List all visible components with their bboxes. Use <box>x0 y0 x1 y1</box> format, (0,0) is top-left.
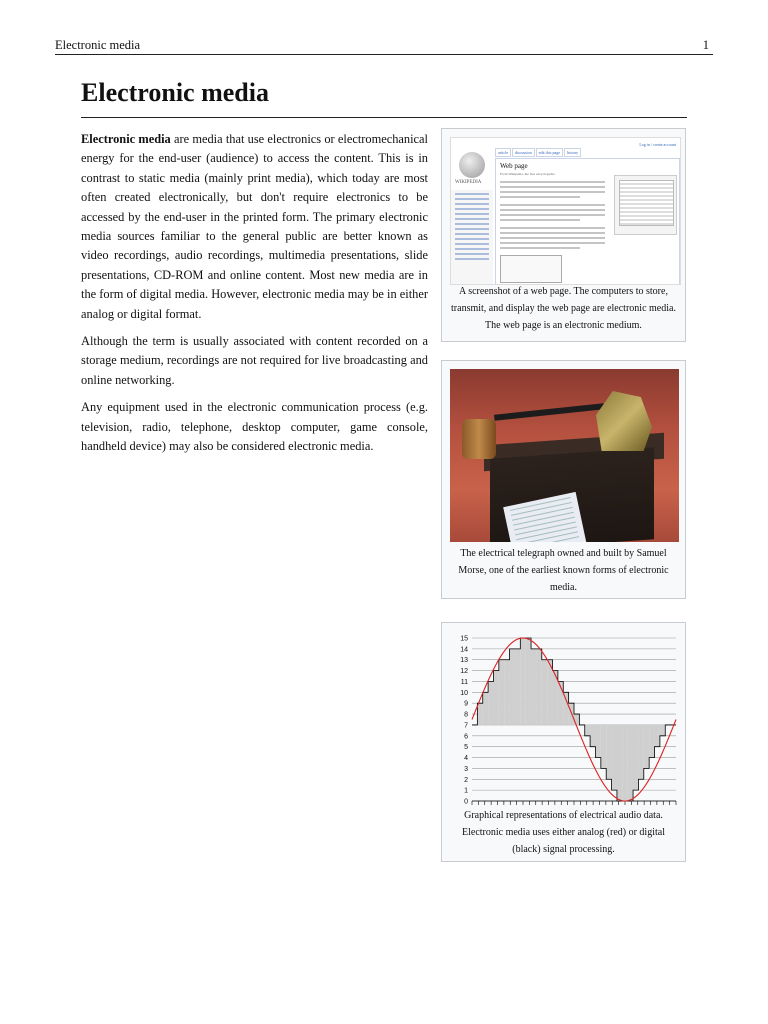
digital-sample-fill <box>606 725 611 779</box>
wiki-sidebar <box>451 190 493 284</box>
digital-sample-fill <box>633 725 638 790</box>
tab-history: history <box>564 148 581 157</box>
digital-sample-fill <box>585 725 590 736</box>
figure-caption: Graphical representations of electrical audio data. Electronic media uses either analog (red) or digital (black) signal processing. <box>462 810 665 855</box>
paragraph-3: Any equipment used in the electronic communication process (e.g. television, radio, telephone, desktop computer, game console, handheld device) may also be considered electronic media. <box>81 400 428 454</box>
y-tick-label: 10 <box>460 689 468 697</box>
brass-mechanism <box>596 391 652 451</box>
y-tick-label: 14 <box>460 646 468 654</box>
wiki-content <box>495 158 680 285</box>
y-tick-label: 8 <box>464 711 468 719</box>
y-tick-label: 13 <box>460 657 468 665</box>
intro-text: are media that use electronics or electromechanical energy for the end-user (audience) to access the content. This is in contrast to static media (mainly print media), which today are most often created electronically, but don't require electronics to be accessed by the end-user in the printed form. The primary electronic media sources familiar to the general public are better known as video recordings, audio recordings, multimedia presentations, slide presentations, CD-ROM and online content. Most new media are in the form of digital media. However, electronic media may be in either analog or digital format. <box>81 132 428 321</box>
digital-sample-fill <box>499 660 504 725</box>
y-tick-label: 5 <box>464 744 468 752</box>
y-tick-label: 2 <box>464 776 468 784</box>
page-number: 1 <box>702 38 709 52</box>
y-tick-label: 15 <box>460 635 468 643</box>
digital-sample-fill <box>595 725 600 758</box>
digital-sample-fill <box>493 671 498 725</box>
figure-caption: A screenshot of a web page. The computers to store, transmit, and display the web page are electronic media. The web page is an electronic medium. <box>451 286 676 331</box>
article-title: Web page <box>500 162 528 170</box>
digital-sample-fill <box>515 649 520 725</box>
paragraph-2: Although the term is usually associated with content recorded on a storage medium, recordings are not required for live broadcasting and online networking. <box>81 334 428 387</box>
digital-sample-fill <box>483 692 488 725</box>
table-of-contents <box>500 255 562 283</box>
signal-chart[interactable] <box>450 631 679 811</box>
figure-caption: The electrical telegraph owned and built by Samuel Morse, one of the earliest known forms of electronic media. <box>458 548 669 593</box>
digital-sample-fill <box>520 638 525 725</box>
digital-sample-fill <box>510 649 515 725</box>
figure-webpage <box>441 128 686 342</box>
term-bold: Electronic media <box>81 132 171 146</box>
digital-sample-fill <box>612 725 617 790</box>
y-tick-label: 0 <box>464 798 468 806</box>
figure-telegraph <box>441 360 686 599</box>
article-body <box>81 130 428 465</box>
telegraph-photo[interactable] <box>450 369 679 542</box>
wiki-tabs <box>495 148 582 157</box>
wiki-logo-text: WIKIPEDIA <box>455 180 482 185</box>
y-tick-label: 7 <box>464 722 468 730</box>
tab-edit: edit this page <box>536 148 563 157</box>
digital-sample-fill <box>655 725 660 747</box>
running-header <box>55 38 713 55</box>
digital-sample-fill <box>601 725 606 768</box>
y-tick-label: 6 <box>464 733 468 741</box>
y-tick-label: 4 <box>464 755 468 763</box>
page-title: Electronic media <box>81 78 687 118</box>
digital-sample-fill <box>649 725 654 758</box>
digital-sample-fill <box>477 703 482 725</box>
y-tick-label: 12 <box>460 668 468 676</box>
digital-sample-fill <box>504 660 509 725</box>
digital-sample-fill <box>622 725 627 801</box>
digital-sample-fill <box>574 714 579 725</box>
digital-sample-fill <box>488 681 493 724</box>
digital-sample-fill <box>617 725 622 801</box>
y-tick-label: 11 <box>460 678 468 686</box>
figure-signal-chart <box>441 622 686 862</box>
wiki-globe-icon <box>459 152 485 178</box>
digital-sample-fill <box>644 725 649 768</box>
digital-sample-fill <box>536 649 541 725</box>
webpage-screenshot[interactable] <box>450 137 681 285</box>
article-subtitle: From Wikipedia, the free encyclopedia <box>500 172 555 176</box>
infobox <box>614 175 677 235</box>
digital-sample-fill <box>628 725 633 801</box>
digital-sample-fill <box>638 725 643 779</box>
y-tick-label: 9 <box>464 700 468 708</box>
tab-discussion: discussion <box>512 148 535 157</box>
digital-sample-fill <box>547 660 552 725</box>
digital-sample-fill <box>563 692 568 725</box>
digital-sample-fill <box>660 725 665 736</box>
digital-sample-fill <box>531 649 536 725</box>
y-tick-label: 1 <box>464 787 468 795</box>
digital-sample-fill <box>526 638 531 725</box>
intro-paragraph <box>81 130 428 324</box>
digital-sample-fill <box>590 725 595 747</box>
y-tick-label: 3 <box>464 765 468 773</box>
running-header-title: Electronic media <box>55 38 141 52</box>
login-link: Log in / create account <box>639 142 676 147</box>
tab-article: article <box>495 148 511 157</box>
coil-shape <box>462 419 496 459</box>
digital-sample-fill <box>542 660 547 725</box>
